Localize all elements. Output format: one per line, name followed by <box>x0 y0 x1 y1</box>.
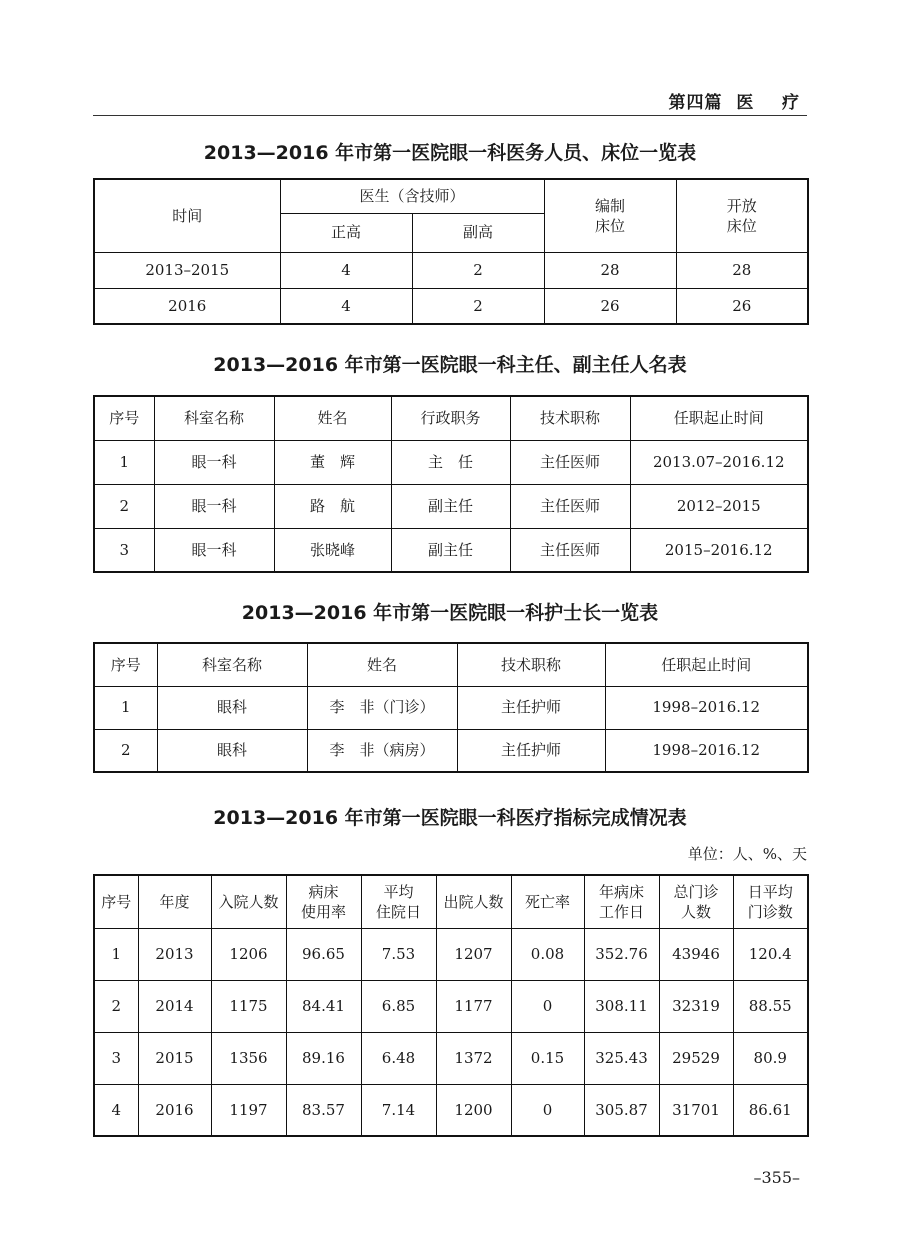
table-cell: 4 <box>94 1084 138 1136</box>
table-cell: 0 <box>511 980 584 1032</box>
table-cell: 28 <box>544 252 676 288</box>
table-cell: 1177 <box>436 980 511 1032</box>
table-row <box>94 484 808 528</box>
table-cell: 眼科 <box>157 729 307 772</box>
table-cell: 2013.07–2016.12 <box>630 440 808 484</box>
table-cell: 31701 <box>659 1084 733 1136</box>
table-cell: 董 辉 <box>274 440 391 484</box>
table-cell: 2 <box>94 980 138 1032</box>
header-time: 时间 <box>94 179 280 252</box>
table2-title: 2013—2016 年市第一医院眼一科主任、副主任人名表 <box>213 354 687 376</box>
header-cell: 任职起止时间 <box>630 396 808 440</box>
header-cell: 科室名称 <box>154 396 274 440</box>
table-cell: 1175 <box>211 980 286 1032</box>
table-cell: 1 <box>94 440 154 484</box>
table-cell: 2015–2016.12 <box>630 528 808 572</box>
table-cell: 0.15 <box>511 1032 584 1084</box>
table-cell: 1206 <box>211 928 286 980</box>
table-cell: 眼一科 <box>154 528 274 572</box>
head-nurse-table <box>93 642 809 773</box>
table-cell: 2016 <box>94 288 280 324</box>
table-cell: 2013–2015 <box>94 252 280 288</box>
header-cell: 序号 <box>94 643 157 686</box>
table-row <box>94 252 808 288</box>
header-cell: 序号 <box>94 875 138 928</box>
table-cell: 88.55 <box>733 980 808 1032</box>
table-cell: 43946 <box>659 928 733 980</box>
table-cell: 张晓峰 <box>274 528 391 572</box>
table-cell: 6.48 <box>361 1032 436 1084</box>
header-cell: 姓名 <box>307 643 457 686</box>
table-cell: 86.61 <box>733 1084 808 1136</box>
header-cell: 年病床 工作日 <box>584 875 659 928</box>
table-cell: 李 非（门诊） <box>307 686 457 729</box>
table-cell: 1 <box>94 928 138 980</box>
table-cell: 1197 <box>211 1084 286 1136</box>
page-number: –355– <box>753 1168 800 1187</box>
table-cell: 29529 <box>659 1032 733 1084</box>
table-cell: 352.76 <box>584 928 659 980</box>
table-row <box>94 1084 808 1136</box>
unit-label: 单位：人、%、天 <box>687 845 807 863</box>
header-rule <box>93 115 807 116</box>
header-cell: 年度 <box>138 875 211 928</box>
table-cell: 0.08 <box>511 928 584 980</box>
table-cell: 3 <box>94 1032 138 1084</box>
header-senior: 正高 <box>280 213 412 252</box>
table-cell: 2015 <box>138 1032 211 1084</box>
table-cell: 主任护师 <box>457 729 605 772</box>
header-cell: 出院人数 <box>436 875 511 928</box>
header-cell: 姓名 <box>274 396 391 440</box>
header-cell: 序号 <box>94 396 154 440</box>
header-budget-bed: 编制 床位 <box>544 179 676 252</box>
table-cell: 2 <box>94 729 157 772</box>
table-cell: 308.11 <box>584 980 659 1032</box>
header-cell: 技术职称 <box>457 643 605 686</box>
table-cell: 主任医师 <box>510 528 630 572</box>
table-cell: 32319 <box>659 980 733 1032</box>
table-cell: 李 非（病房） <box>307 729 457 772</box>
table-cell: 6.85 <box>361 980 436 1032</box>
table-cell: 120.4 <box>733 928 808 980</box>
table-row <box>94 440 808 484</box>
director-table <box>93 395 809 573</box>
table-cell: 2012–2015 <box>630 484 808 528</box>
table-cell: 1998–2016.12 <box>605 686 808 729</box>
table-cell: 26 <box>676 288 808 324</box>
header-cell: 日平均 门诊数 <box>733 875 808 928</box>
header-open-bed: 开放 床位 <box>676 179 808 252</box>
header-cell: 入院人数 <box>211 875 286 928</box>
table-cell: 325.43 <box>584 1032 659 1084</box>
indicator-table <box>93 874 809 1137</box>
table-cell: 2013 <box>138 928 211 980</box>
table-cell: 1372 <box>436 1032 511 1084</box>
table-cell: 副主任 <box>391 528 510 572</box>
table-cell: 96.65 <box>286 928 361 980</box>
header-cell: 科室名称 <box>157 643 307 686</box>
header-cell: 总门诊 人数 <box>659 875 733 928</box>
table-cell: 2 <box>412 252 544 288</box>
header-cell: 任职起止时间 <box>605 643 808 686</box>
table-cell: 1200 <box>436 1084 511 1136</box>
header-doctor: 医生（含技师） <box>280 179 544 213</box>
table-cell: 28 <box>676 252 808 288</box>
table-cell: 眼一科 <box>154 440 274 484</box>
table-row <box>94 288 808 324</box>
table-cell: 4 <box>280 288 412 324</box>
table-row <box>94 928 808 980</box>
table1-title: 2013—2016 年市第一医院眼一科医务人员、床位一览表 <box>203 142 697 164</box>
header-cell: 病床 使用率 <box>286 875 361 928</box>
table-cell: 眼一科 <box>154 484 274 528</box>
table-cell: 4 <box>280 252 412 288</box>
header-cell: 行政职务 <box>391 396 510 440</box>
table-cell: 1356 <box>211 1032 286 1084</box>
table-cell: 1998–2016.12 <box>605 729 808 772</box>
table-cell: 副主任 <box>391 484 510 528</box>
header-deputy: 副高 <box>412 213 544 252</box>
table-cell: 26 <box>544 288 676 324</box>
staff-bed-table <box>93 178 809 325</box>
table-cell: 眼科 <box>157 686 307 729</box>
table-cell: 0 <box>511 1084 584 1136</box>
table4-title: 2013—2016 年市第一医院眼一科医疗指标完成情况表 <box>213 807 687 829</box>
table3-title: 2013—2016 年市第一医院眼一科护士长一览表 <box>241 602 659 624</box>
table-cell: 2 <box>412 288 544 324</box>
table-cell: 7.53 <box>361 928 436 980</box>
header-cell: 平均 住院日 <box>361 875 436 928</box>
table-cell: 84.41 <box>286 980 361 1032</box>
table-cell: 主 任 <box>391 440 510 484</box>
table-cell: 2014 <box>138 980 211 1032</box>
header-cell: 技术职称 <box>510 396 630 440</box>
table-cell: 主任医师 <box>510 440 630 484</box>
table-row <box>94 686 808 729</box>
table-cell: 主任医师 <box>510 484 630 528</box>
table-row <box>94 528 808 572</box>
table-cell: 2 <box>94 484 154 528</box>
table-cell: 1207 <box>436 928 511 980</box>
table-cell: 89.16 <box>286 1032 361 1084</box>
table-cell: 3 <box>94 528 154 572</box>
table-cell: 主任护师 <box>457 686 605 729</box>
table-cell: 路 航 <box>274 484 391 528</box>
table-cell: 7.14 <box>361 1084 436 1136</box>
table-cell: 80.9 <box>733 1032 808 1084</box>
table-cell: 1 <box>94 686 157 729</box>
table-cell: 83.57 <box>286 1084 361 1136</box>
table-row <box>94 980 808 1032</box>
header-cell: 死亡率 <box>511 875 584 928</box>
table-cell: 305.87 <box>584 1084 659 1136</box>
table-row <box>94 729 808 772</box>
page-header: 第四篇 医 疗 <box>668 93 800 113</box>
table-cell: 2016 <box>138 1084 211 1136</box>
table-row <box>94 1032 808 1084</box>
